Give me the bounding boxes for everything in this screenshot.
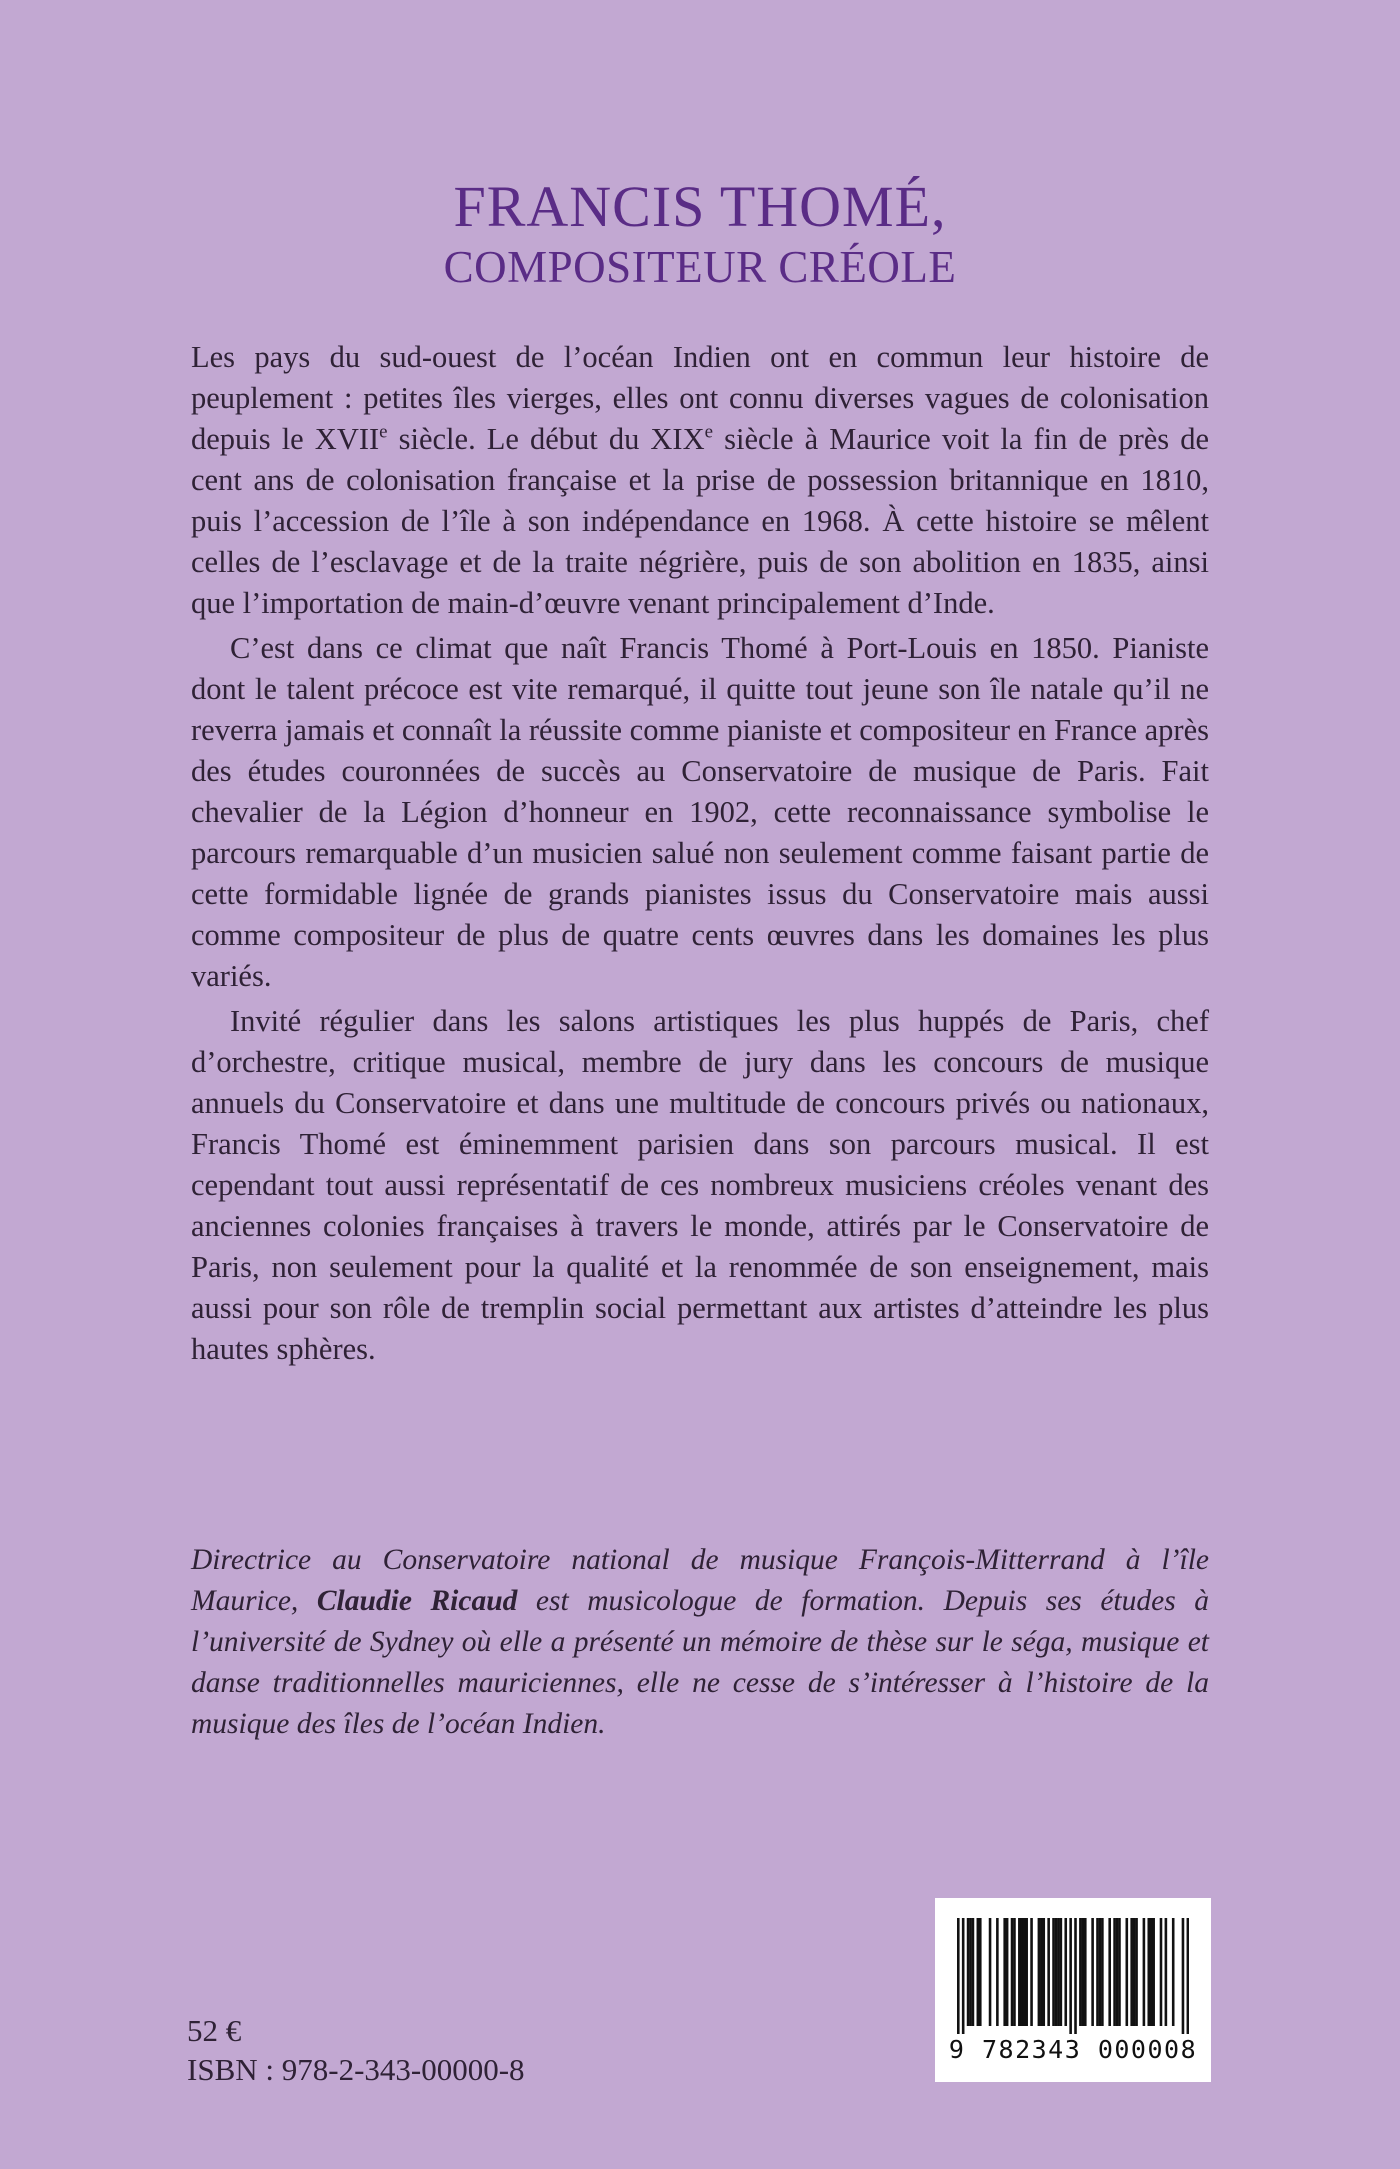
barcode-bar <box>989 1918 992 2026</box>
synopsis <box>191 337 1209 1374</box>
barcode-bar <box>1143 1918 1146 2026</box>
barcode-bar <box>1116 1918 1119 2026</box>
barcode-bar <box>1096 1918 1099 2026</box>
barcode-guard-bar <box>962 1918 965 2034</box>
barcode-bar <box>1042 1918 1045 2026</box>
barcode-bar <box>967 1918 970 2026</box>
barcode-bar <box>1091 1918 1094 2026</box>
paragraph-1-part-2: siècle. Le début du XIX <box>387 422 705 456</box>
barcode-bar <box>1006 1918 1009 2026</box>
bio-part-2: est musicologue de formation. Depuis ses études à l’université de Sydney où elle a présenté un mémoire de thèse sur le séga, musique et danse traditionnelles mauriciennes, elle ne cesse de s’intéresser à l’histoire de la musique des îles de l’océan Indien. <box>191 1585 1210 1740</box>
barcode-bar <box>1011 1918 1014 2026</box>
book-title <box>0 175 1400 295</box>
barcode-guard-bar <box>1182 1918 1185 2034</box>
barcode-bar <box>1079 1918 1082 2026</box>
paragraph-3: Invité régulier dans les salons artistiques les plus huppés de Paris, chef d’orchestre, critique musical, membre de jury dans les concours de musique annuels du Conservatoire et dans une multitude de concours privés ou nationaux, Francis Thomé est éminemment parisien dans son parcours musical. Il est cependant tout aussi représentatif de ces nombreux musiciens créoles venant des anciennes colonies françaises à travers le monde, attirés par le Conservatoire de Paris, non seulement pour la qualité et la renommée de son enseignement, mais aussi pour son rôle de tremplin social permettant aux artistes d’atteindre les plus hautes sphères. <box>191 1004 1209 1366</box>
barcode-bar <box>1084 1918 1087 2026</box>
bio-part-1: Directrice au Conservatoire national de musique François-Mitterrand à l’île Maurice, <box>191 1544 1209 1617</box>
author-name: Claudie Ricaud <box>316 1585 518 1617</box>
barcode-guard-bar <box>1069 1918 1072 2034</box>
barcode-bar <box>1057 1918 1060 2026</box>
paragraph-2: C’est dans ce climat que naît Francis Thomé à Port-Louis en 1850. Pianiste dont le talent précoce est vite remarqué, il quitte tout jeune son île natale qu’il ne reverra jamais et connaît la réussite comme pianiste et compositeur en France après des études couronnées de succès au Conservatoire de musique de Paris. Fait chevalier de la Légion d’honneur en 1902, cette reconnaissance symbolise le parcours remarquable d’un musicien salué non seulement comme faisant partie de cette formidable lignée de grands pianistes issus du Conservatoire mais aussi comme compositeur de plus de quatre cents œuvres dans les domaines les plus variés. <box>191 631 1209 993</box>
barcode-bar <box>972 1918 975 2026</box>
barcode-bar <box>1135 1918 1138 2026</box>
barcode-bar <box>1038 1918 1041 2026</box>
barcode-bar <box>1023 1918 1026 2026</box>
barcode-guard-bar <box>1074 1918 1077 2034</box>
barcode-bar <box>1025 1918 1028 2026</box>
superscript-e: e <box>379 421 388 443</box>
isbn: ISBN : 978-2-343-00000-8 <box>187 2052 525 2087</box>
barcode-bar <box>969 1918 972 2026</box>
author-bio <box>191 1540 1209 1745</box>
superscript-e: e <box>704 421 714 443</box>
barcode-bar <box>1047 1918 1050 2026</box>
barcode-bar <box>1126 1918 1129 2026</box>
barcode-bar <box>996 1918 999 2026</box>
barcode-bar <box>1150 1918 1153 2026</box>
barcode-bar <box>1113 1918 1116 2026</box>
barcode-bar <box>1172 1918 1175 2026</box>
barcode-digits: 9 782343 000008 <box>948 2035 1198 2064</box>
barcode-bar <box>1064 1918 1067 2026</box>
barcode-bar <box>1118 1918 1121 2026</box>
barcode-bar <box>1060 1918 1063 2026</box>
barcode-guard-bar <box>957 1918 960 2034</box>
paragraph-1-part-3: siècle à Maurice voit la fin de près de cent ans de colonisation française et la prise de possession britannique en 1810, puis l’accession de l’île à son indépendance en 1968. À cette histoire se mêlent celles de l’esclavage et de la traite négrière, puis de son abolition en 1835, ainsi que l’importation de main-d’œuvre venant principalement d’Inde. <box>191 422 1209 620</box>
barcode-bars <box>957 1918 1189 2034</box>
paragraph-1 <box>191 337 1209 624</box>
barcode-bar <box>977 1918 980 2026</box>
barcode-bar <box>1160 1918 1163 2026</box>
barcode-bar <box>1003 1918 1006 2026</box>
barcode-bar <box>1152 1918 1155 2026</box>
barcode-guard-bar <box>1187 1918 1189 2034</box>
barcode-bar <box>1130 1918 1133 2026</box>
title-main: FRANCIS THOMÉ, <box>453 174 947 239</box>
barcode-bar <box>1040 1918 1043 2026</box>
barcode-bar <box>1101 1918 1104 2026</box>
barcode-bar <box>1147 1918 1150 2026</box>
barcode-bar <box>1165 1918 1168 2026</box>
barcode-bar <box>1013 1918 1016 2026</box>
barcode-bar <box>1099 1918 1102 2026</box>
barcode-bar <box>1030 1918 1033 2026</box>
barcode-bar <box>1108 1918 1111 2026</box>
paragraph-1-part-1: Les pays du sud-ouest de l’océan Indien ont en commun leur histoire de peuplement : petites îles vierges, elles ont connu diverses vagues de colonisation depuis le XVII <box>191 340 1209 456</box>
barcode-bar <box>1133 1918 1136 2026</box>
barcode-bar <box>1052 1918 1055 2026</box>
barcode-bar <box>1020 1918 1023 2026</box>
price: 52 € <box>187 2013 242 2048</box>
barcode-bar <box>1082 1918 1085 2026</box>
barcode-bar <box>1055 1918 1058 2026</box>
title-subtitle: COMPOSITEUR CRÉOLE <box>443 242 957 292</box>
barcode <box>935 1898 1211 2082</box>
barcode-bar <box>979 1918 982 2026</box>
barcode-bar <box>1018 1918 1021 2026</box>
